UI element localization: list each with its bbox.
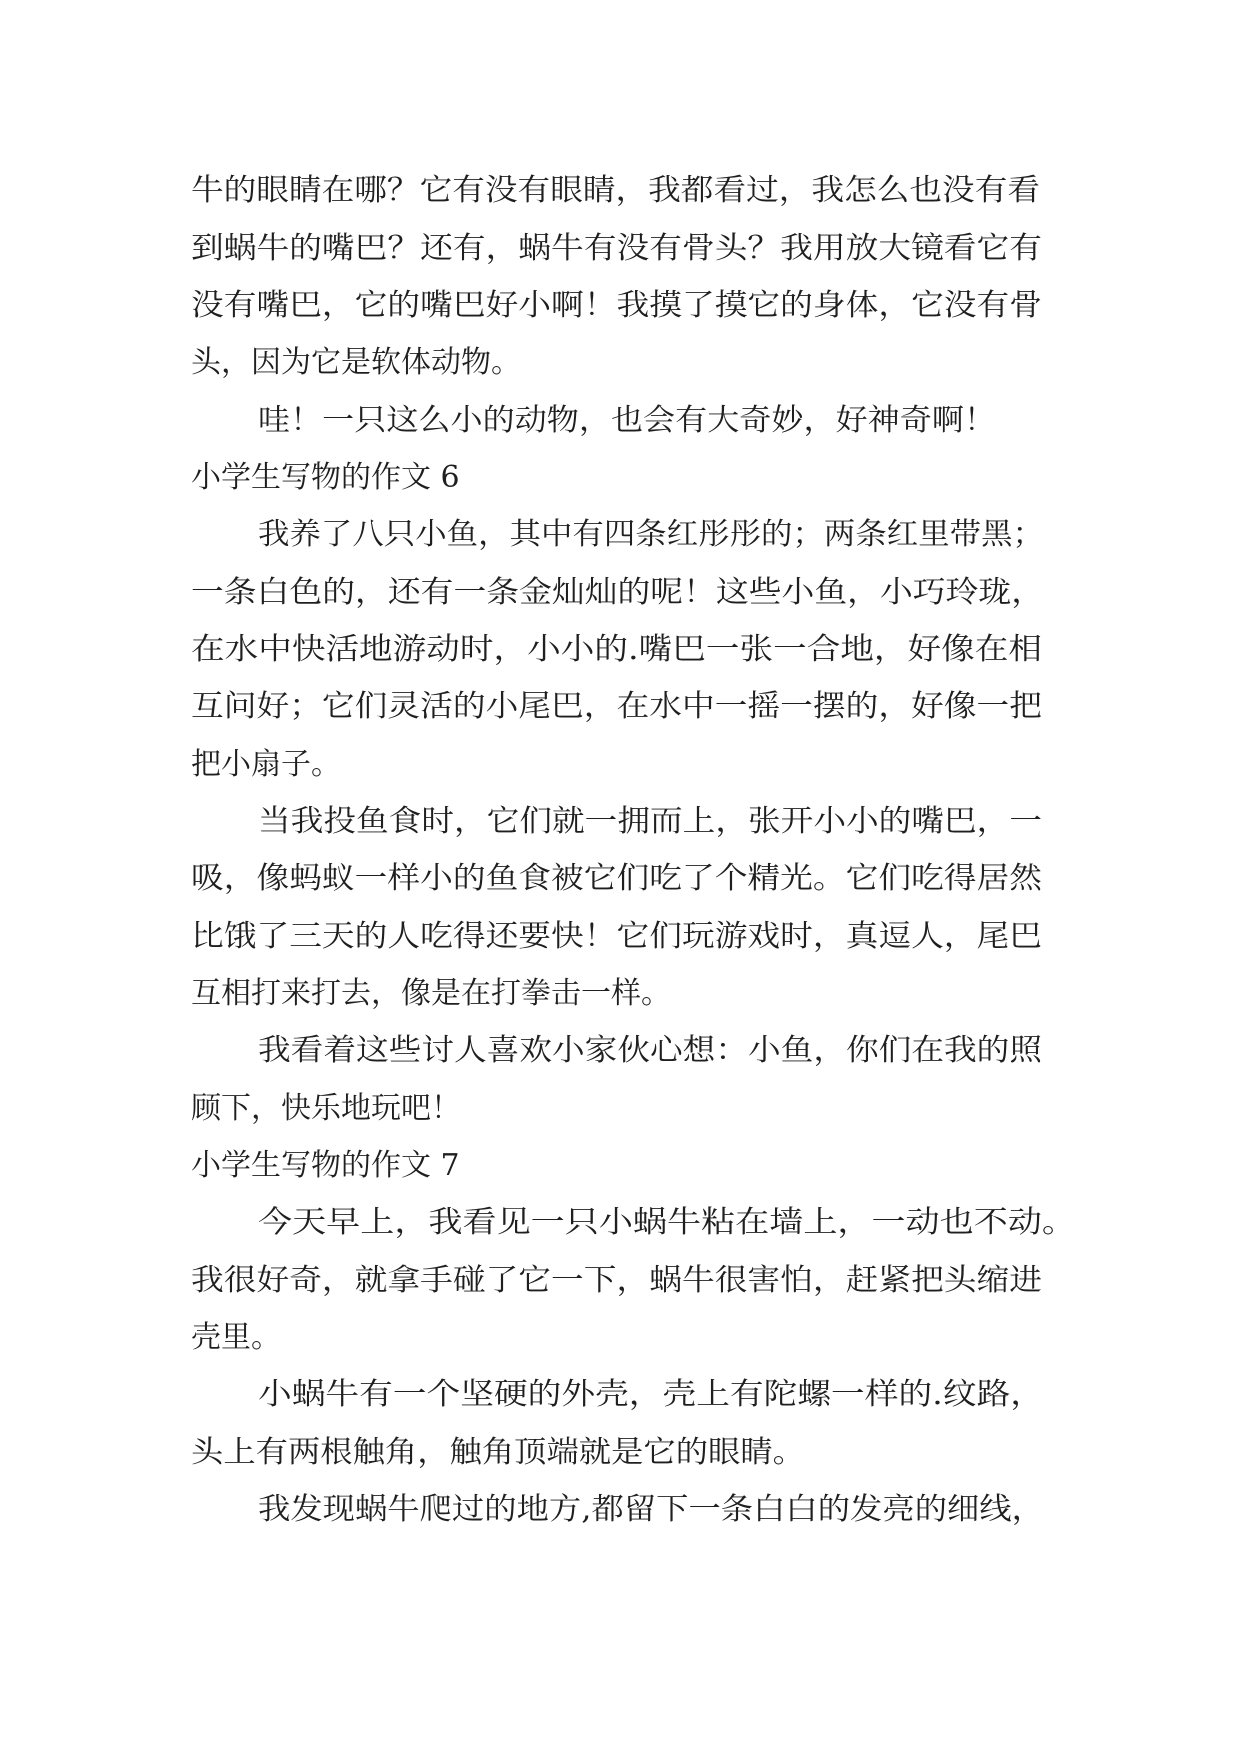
paragraph-line: 一条白色的，还有一条金灿灿的呢！这些小鱼，小巧玲珑，: [191, 575, 1044, 610]
paragraph-line: 在水中快活地游动时，小小的.嘴巴一张一合地，好像在相: [191, 632, 1042, 667]
paragraph-line: 互相打来打去，像是在打拳击一样。: [191, 976, 671, 1011]
paragraph-line: 哇！一只这么小的动物，也会有大奇妙，好神奇啊！: [258, 403, 996, 438]
paragraph-line: 头，因为它是软体动物。: [191, 345, 521, 380]
paragraph-line: 没有嘴巴，它的嘴巴好小啊！我摸了摸它的身体，它没有骨: [191, 288, 1042, 323]
paragraph-line: 今天早上，我看见一只小蜗牛粘在墙上，一动也不动。: [258, 1205, 1076, 1240]
section-heading: 小学生写物的作文 7: [191, 1148, 460, 1183]
paragraph-line: 到蜗牛的嘴巴？还有，蜗牛有没有骨头？我用放大镜看它有: [191, 231, 1042, 266]
paragraph-line: 我养了八只小鱼，其中有四条红彤彤的；两条红里带黑；: [258, 517, 1044, 552]
paragraph-line: 顾下，快乐地玩吧！: [191, 1091, 461, 1126]
paragraph-line: 牛的眼睛在哪？它有没有眼睛，我都看过，我怎么也没有看: [191, 173, 1040, 208]
paragraph-line: 吸，像蚂蚁一样小的鱼食被它们吃了个精光。它们吃得居然: [191, 861, 1044, 896]
paragraph-line: 当我投鱼食时，它们就一拥而上，张开小小的嘴巴，一: [258, 804, 1042, 839]
paragraph-line: 头上有两根触角，触角顶端就是它的眼睛。: [191, 1435, 805, 1470]
paragraph-line: 我发现蜗牛爬过的地方,都留下一条白白的发亮的细线，: [258, 1492, 1044, 1527]
paragraph-line: 比饿了三天的人吃得还要快！它们玩游戏时，真逗人，尾巴: [191, 919, 1042, 954]
paragraph-line: 互问好；它们灵活的小尾巴，在水中一摇一摆的，好像一把: [191, 689, 1042, 724]
paragraph-line: 小蜗牛有一个坚硬的外壳，壳上有陀螺一样的.纹路，: [258, 1377, 1044, 1412]
section-heading: 小学生写物的作文 6: [191, 460, 460, 495]
paragraph-line: 我很好奇，就拿手碰了它一下，蜗牛很害怕，赶紧把头缩进: [191, 1263, 1042, 1298]
paragraph-line: 把小扇子。: [191, 747, 341, 782]
paragraph-line: 我看着这些讨人喜欢小家伙心想：小鱼，你们在我的照: [258, 1033, 1044, 1068]
paragraph-line: 壳里。: [191, 1320, 281, 1355]
